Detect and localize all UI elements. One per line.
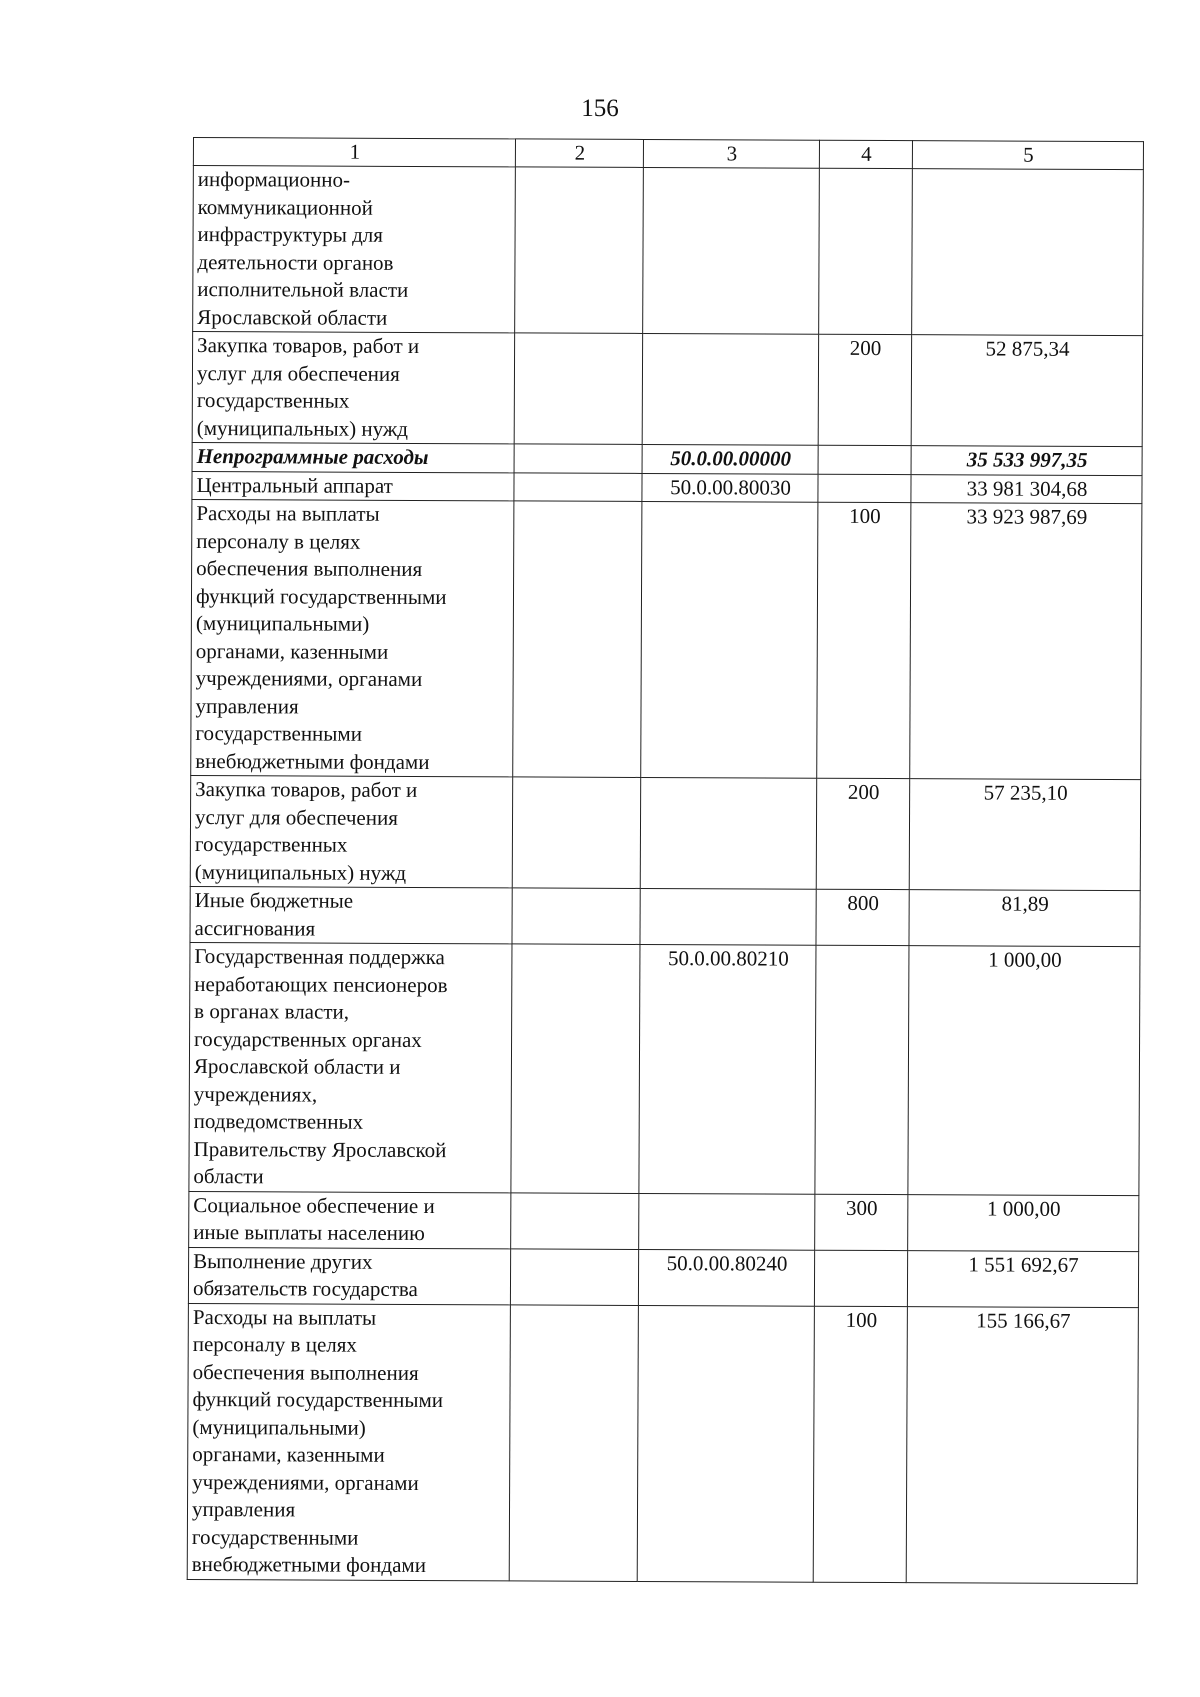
amount-cell: 52 875,34 (911, 335, 1142, 447)
amount-cell: 35 533 997,35 (911, 446, 1142, 476)
expense-name-cell: Иные бюджетные ассигнования (190, 886, 512, 943)
target-code-cell (639, 1193, 815, 1250)
page-number: 156 (581, 95, 619, 122)
target-code-cell (637, 1305, 814, 1582)
expense-name-cell: Выполнение других обязательств государства (188, 1247, 510, 1304)
amount-cell (912, 169, 1144, 336)
target-code-cell: 50.0.00.80240 (638, 1249, 814, 1306)
expense-kind-cell (818, 445, 911, 474)
table-row (192, 471, 1142, 504)
table-header-row (193, 138, 1143, 170)
expense-name-cell: Социальное обеспечение и иные выплаты населению (189, 1191, 511, 1248)
expense-name-cell: Закупка товаров, работ и услуг для обеспечения государственных (муниципальных) нужд (190, 775, 512, 887)
expense-name-cell: Расходы на выплаты персоналу в целях обеспечения выполнения функций государственными (муниципальными) органами, казенными учреждениями, органами управления государственными внебюджетными фондами (187, 1303, 510, 1580)
expense-name-cell: Закупка товаров, работ и услуг для обеспечения государственных (муниципальных) нужд (192, 332, 514, 444)
expense-kind-cell (815, 945, 909, 1194)
expense-kind-cell (819, 168, 913, 334)
expense-kind-cell: 300 (815, 1194, 908, 1250)
table-row (188, 1247, 1138, 1307)
amount-cell: 1 000,00 (908, 1194, 1139, 1251)
table-row (192, 332, 1142, 447)
expense-name-cell: Непрограммные расходы (192, 442, 514, 472)
table-row (190, 886, 1140, 946)
expense-name-cell: Расходы на выплаты персоналу в целях обеспечения выполнения функций государственными (муниципальными) органами, казенными учреждениями, органами управления государственными внебюджетными фондами (191, 499, 514, 776)
amount-cell: 33 981 304,68 (911, 474, 1142, 504)
table-row (189, 942, 1140, 1195)
column-header-5: 5 (912, 141, 1143, 170)
admin-code-cell (511, 1192, 639, 1249)
expense-kind-cell: 800 (816, 889, 909, 945)
admin-code-cell (514, 333, 642, 445)
table-row (193, 166, 1144, 336)
target-code-cell: 50.0.00.80210 (639, 944, 816, 1193)
amount-cell: 155 166,67 (906, 1306, 1138, 1583)
amount-cell: 81,89 (909, 890, 1140, 947)
budget-table (187, 137, 1144, 1584)
expense-name-cell: информационно- коммуникационной инфраструктуры для деятельности органов исполнительной власти Ярославской области (193, 166, 516, 333)
table-row (192, 442, 1142, 475)
table-row (191, 499, 1142, 779)
table-row (187, 1303, 1138, 1583)
target-code-cell (641, 501, 818, 778)
expense-kind-cell: 100 (817, 502, 911, 778)
expense-name-cell: Государственная поддержка неработающих пенсионеров в органах власти, государственных органах Ярославской области и учреждениях, подведомственных Правительству Ярославской области (189, 942, 512, 1192)
table-row (189, 1191, 1139, 1251)
column-header-3: 3 (643, 139, 819, 168)
admin-code-cell (509, 1304, 638, 1581)
expense-name-cell: Центральный аппарат (192, 471, 514, 501)
admin-code-cell (511, 944, 640, 1193)
target-code-cell (643, 167, 820, 334)
target-code-cell (642, 333, 818, 445)
column-header-4: 4 (819, 140, 912, 168)
target-code-cell (640, 777, 816, 889)
admin-code-cell (514, 444, 642, 473)
amount-cell: 1 000,00 (908, 946, 1140, 1196)
amount-cell: 1 551 692,67 (907, 1250, 1138, 1307)
expense-kind-cell: 200 (816, 778, 909, 889)
target-code-cell: 50.0.00.00000 (642, 444, 818, 473)
column-header-1: 1 (193, 138, 515, 167)
amount-cell: 33 923 987,69 (910, 503, 1142, 780)
admin-code-cell (514, 472, 642, 501)
admin-code-cell (512, 888, 640, 945)
column-header-2: 2 (515, 139, 643, 168)
expense-kind-cell: 200 (818, 334, 911, 445)
target-code-cell (640, 888, 816, 945)
expense-kind-cell (818, 474, 911, 503)
amount-cell: 57 235,10 (909, 779, 1140, 891)
admin-code-cell (515, 167, 644, 334)
expense-kind-cell (814, 1250, 907, 1306)
admin-code-cell (513, 501, 642, 778)
admin-code-cell (510, 1248, 638, 1305)
target-code-cell: 50.0.00.80030 (642, 473, 818, 502)
admin-code-cell (512, 777, 640, 889)
table-body (187, 166, 1143, 1584)
expense-kind-cell: 100 (813, 1306, 907, 1582)
table-row (190, 775, 1140, 890)
